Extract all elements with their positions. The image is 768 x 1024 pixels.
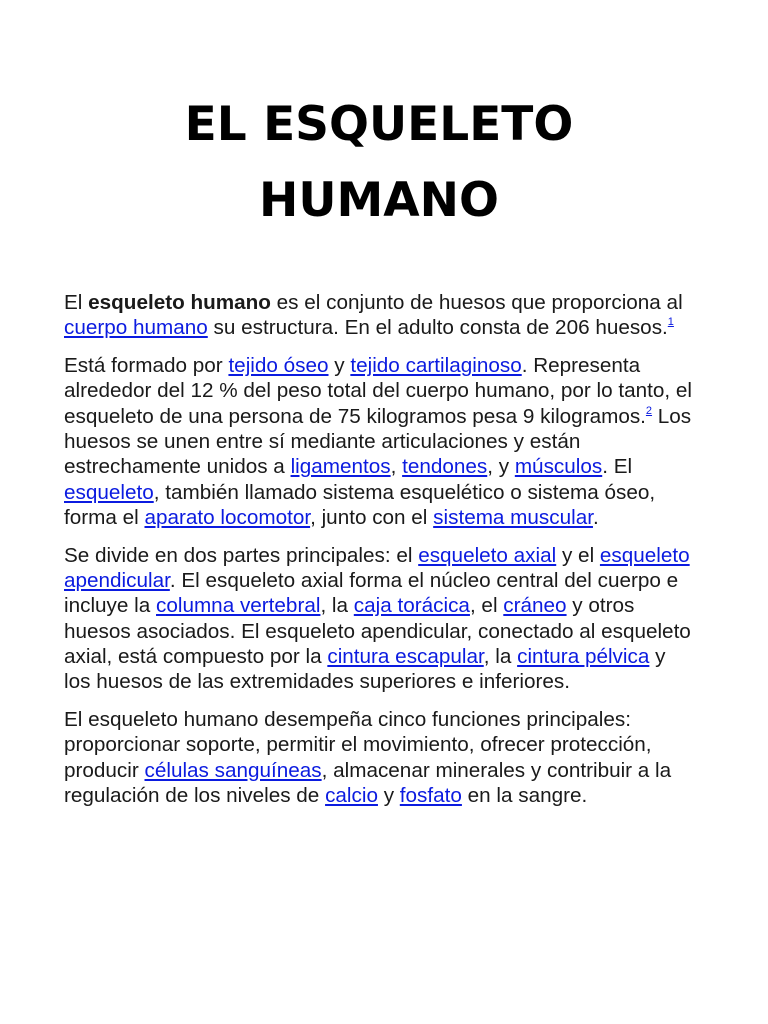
text-run: y — [377, 783, 400, 807]
text-run: , el — [469, 594, 504, 618]
link-tendones[interactable]: tendones — [402, 455, 488, 479]
bold-term: esqueleto humano — [88, 291, 271, 314]
text-run: . El — [602, 455, 633, 479]
paragraph-divisions — [64, 543, 694, 695]
text-run: , almacenar minerales y contribuir a la regulación de los niveles de — [64, 758, 672, 807]
link-tejido-cartilaginoso[interactable]: tejido cartilaginoso — [350, 354, 522, 378]
text-run: , la — [320, 594, 354, 618]
reference-link-2[interactable]: 2 — [645, 404, 653, 417]
text-run: , junto con el — [310, 505, 434, 529]
text-run: Está formado por — [64, 354, 229, 378]
link-esqueleto-apendicular[interactable]: esqueleto apendicular — [64, 543, 690, 592]
paragraph-composition — [64, 353, 694, 530]
text-run: y los huesos de las extremidades superiores e inferiores. — [64, 644, 666, 694]
text-run: , la — [483, 644, 518, 668]
text-run: . Representa alrededor del 12 % del peso total del cuerpo humano, por lo tanto, el esqueleto de una persona de 75 kilogramos pesa 9 kilogramos. — [64, 354, 692, 428]
text-run: Los huesos se unen entre sí mediante articulaciones y están estrechamente unidos a — [64, 404, 692, 479]
article-body — [64, 290, 694, 808]
link-cintura-escapular[interactable]: cintura escapular — [327, 644, 484, 668]
link-cintura-pelvica[interactable]: cintura pélvica — [517, 644, 650, 668]
paragraph-intro — [64, 290, 694, 341]
text-run: y otros huesos asociados. El esqueleto apendicular, conectado al esqueleto axial, está compuesto por la — [64, 594, 691, 668]
text-run: El esqueleto humano desempeña cinco funciones principales: proporcionar soporte, permitir el movimiento, ofrecer protección, producir — [64, 707, 652, 782]
text-run: y el — [556, 543, 600, 567]
text-run: es el conjunto de huesos que proporciona al — [270, 291, 683, 314]
text-run: . El esqueleto axial forma el núcleo central del cuerpo e incluye la — [64, 568, 679, 618]
reference-1 — [668, 316, 674, 328]
link-fosfato[interactable]: fosfato — [399, 783, 462, 807]
text-run: , y — [487, 455, 515, 479]
text-run: El — [64, 291, 89, 314]
text-run: , también llamado sistema esquelético o sistema óseo, forma el — [64, 480, 656, 529]
link-caja-toracica[interactable]: caja torácica — [353, 594, 470, 618]
link-aparato-locomotor[interactable]: aparato locomotor — [144, 505, 311, 529]
text-run: y — [328, 354, 351, 378]
document-page — [64, 0, 694, 821]
link-sistema-muscular[interactable]: sistema muscular — [433, 505, 593, 529]
text-run: en la sangre. — [461, 783, 588, 807]
page-title: EL ESQUELETO HUMANO — [184, 97, 574, 228]
text-run: . — [592, 505, 599, 529]
link-columna-vertebral[interactable]: columna vertebral — [156, 594, 321, 618]
text-run: , — [390, 455, 403, 479]
link-craneo[interactable]: cráneo — [503, 594, 567, 618]
link-esqueleto-axial[interactable]: esqueleto axial — [418, 543, 557, 567]
link-esqueleto[interactable]: esqueleto — [64, 480, 154, 504]
paragraph-functions — [64, 707, 694, 808]
link-celulas-sanguineas[interactable]: células sanguíneas — [144, 758, 322, 782]
link-calcio[interactable]: calcio — [325, 783, 378, 807]
link-tejido-oseo[interactable]: tejido óseo — [228, 354, 329, 378]
link-musculos[interactable]: músculos — [514, 455, 603, 479]
reference-link-1[interactable]: 1 — [667, 316, 674, 329]
text-run: Se divide en dos partes principales: el — [64, 543, 419, 567]
link-cuerpo-humano[interactable]: cuerpo humano — [64, 316, 208, 340]
link-ligamentos[interactable]: ligamentos — [290, 455, 391, 479]
text-run: su estructura. En el adulto consta de 206 huesos. — [207, 316, 668, 340]
